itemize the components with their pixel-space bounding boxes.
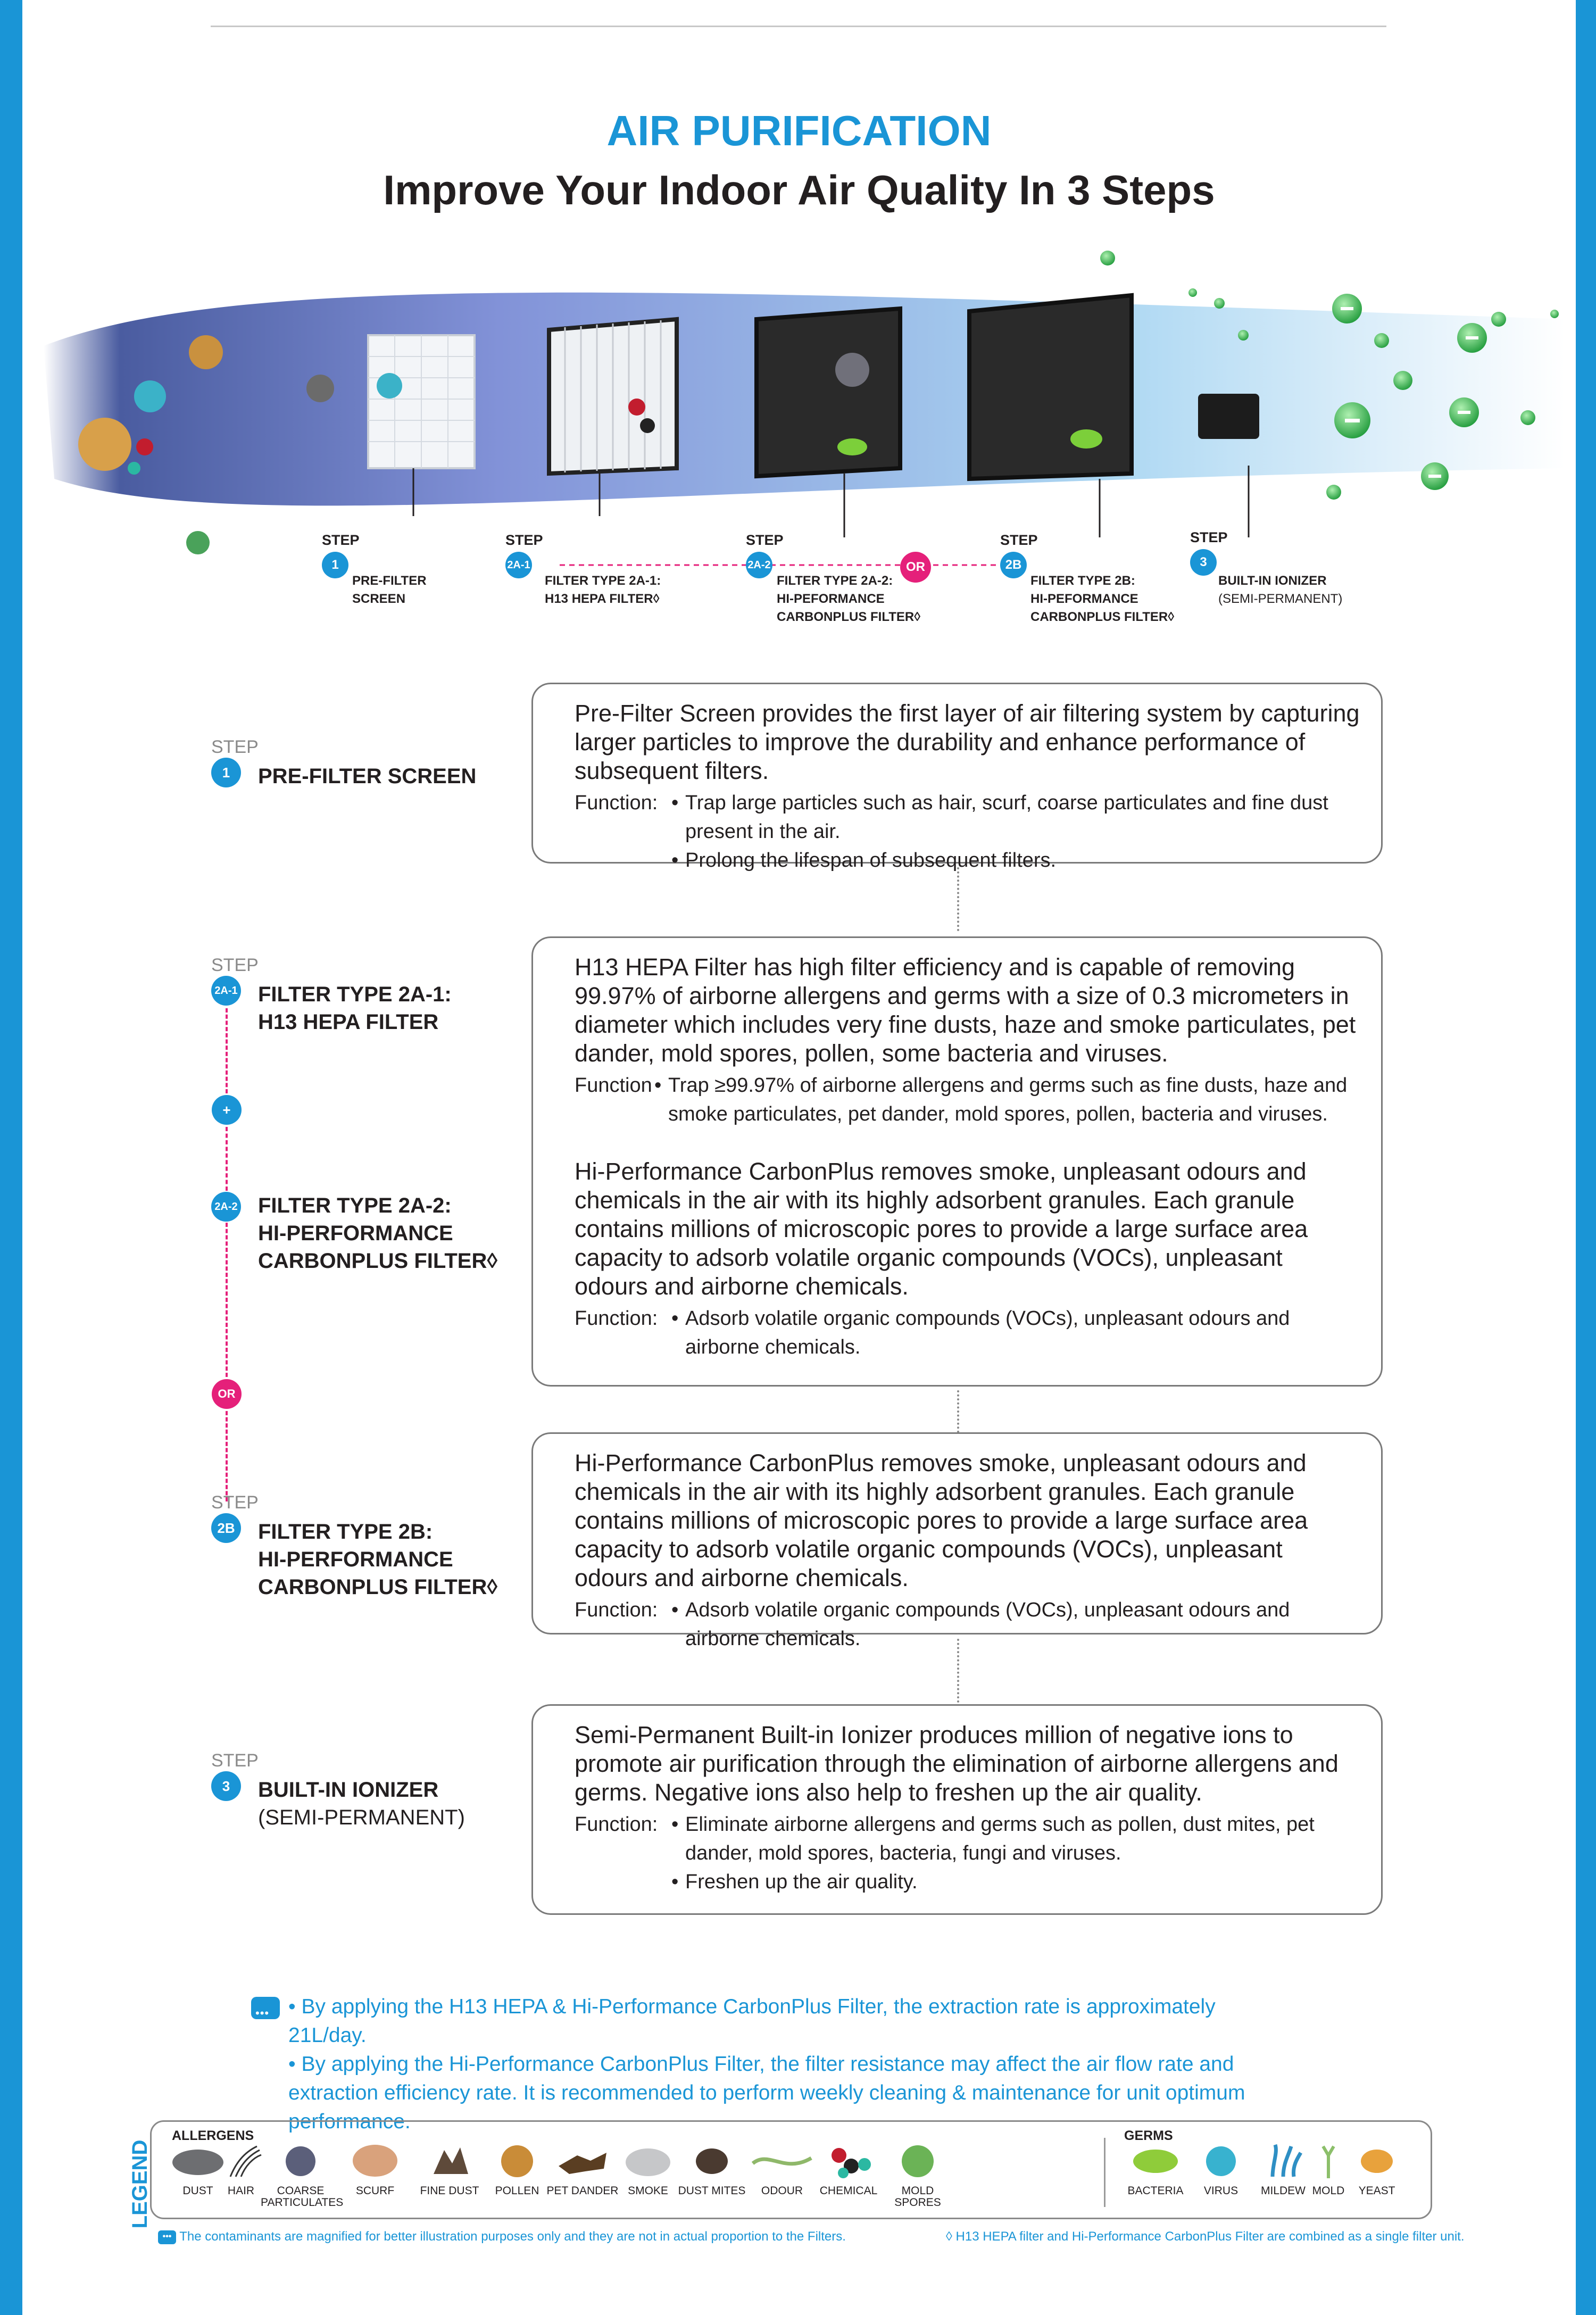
carbon-filter-2b-image [969,295,1132,479]
note-2: • By applying the Hi-Performance CarbonPlus Filter, the filter resistance may affect the air flow rate and extraction efficiency rate. It is recommended to perform weekly cleaning & maintenance for unit optimum performance. [288,2053,1245,2133]
hero-step-2a2-badge: 2A-2 [746,552,772,578]
hero-step-2b [1000,532,1038,578]
step-2b [211,1492,498,1599]
box-2-function-2 [575,1304,1362,1362]
legend-label: COARSE PARTICULATES [261,2185,344,2209]
section-kicker: AIR PURIFICATION [606,107,992,154]
odour-icon [747,2142,817,2179]
page [22,0,1576,2315]
legend-item-mold-spores [878,2142,958,2209]
step-connector [226,1127,228,1191]
hero-step-word: STEP [1190,529,1228,545]
step-1-badge: 1 [211,758,241,787]
legend-item-dust-mites [672,2142,752,2197]
mold-spores-icon [896,2142,939,2179]
legend-label: DUST MITES [678,2185,746,2197]
box-1-function [575,789,1362,875]
function-label: Function: [575,1307,658,1330]
page-title: Improve Your Indoor Air Quality In 3 Steps [383,167,1215,213]
legend-label: SCURF [355,2185,395,2197]
function-label: Function: [575,1813,658,1836]
box-2-text: H13 HEPA Filter has high filter efficiency and is capable of removing 99.97% of airborne allergens and germs with a size of 0.3 micrometers in diameter which includes very fine dusts, haze and smoke particulates, pet dander, mold spores, pollen, some bacteria and viruses. [575,953,1356,1067]
box-2-text-2: Hi-Performance CarbonPlus removes smoke, unpleasant odours and chemicals in the air with its highly adsorbent granules. Each granule contains millions of microscopic pores to provide a large surface area capacity to adsorb volatile organic compounds (VOCs), unpleasant odours and airborne chemicals. [575,1158,1308,1300]
footnote-right: ◊ H13 HEPA filter and Hi-Performance CarbonPlus Filter are combined as a single filter unit. [946,2229,1465,2244]
footnote-left-text: The contaminants are magnified for better illustration purposes only and they are not in actual proportion to the Filters. [179,2229,846,2244]
hero-step-2b-label [1030,572,1174,626]
legend-item-coarse-particulates [261,2142,344,2209]
step-2a2-name [258,1192,497,1275]
function-label: Function: [575,792,658,814]
step-word: STEP [211,1492,259,1513]
step-3-name [258,1776,465,1831]
legend-item-scurf [335,2142,415,2197]
legend-label: CHEMICAL [819,2185,878,2197]
hero-step-2a2 [746,532,784,578]
legend-item-yeast [1348,2142,1406,2197]
description-box-step-3 [531,1704,1383,1915]
step-2a2-name-line3: CARBONPLUS FILTER◊ [258,1249,498,1273]
speech-bubble-icon: ••• [158,2230,176,2244]
hero-step-1-line2: SCREEN [352,592,406,606]
fine-dust-icon [423,2142,476,2179]
step-connector [226,1223,228,1377]
step-2b-badge: 2B [211,1513,241,1543]
header [22,106,1576,214]
step-3-badge: 3 [211,1771,241,1801]
step-2a2-badge: 2A-2 [211,1192,241,1222]
box-3-bullet: • Adsorb volatile organic compounds (VOCs), unpleasant odours and airborne chemicals. [671,1596,1362,1653]
hero-step-2a1 [505,532,543,578]
virus-icon [1197,2142,1245,2179]
step-1 [211,737,477,788]
hero-step-3-line1: BUILT-IN IONIZER [1218,574,1327,588]
box-connector [957,1639,959,1703]
box-2-function [575,1071,1362,1129]
step-1-name: PRE-FILTER SCREEN [258,765,477,788]
legend-label: MILDEW [1261,2185,1306,2197]
hero-step-2a1-badge: 2A-1 [505,552,532,578]
coarse-particulates-icon [279,2142,322,2179]
step-2a1-name-line1: FILTER TYPE 2A-1: [258,983,452,1006]
legend-label: DUST [182,2185,213,2197]
legend-label: FINE DUST [420,2185,479,2197]
hair-icon [220,2142,262,2179]
hero-illustration [22,239,1576,569]
box-2-bullet: • Adsorb volatile organic compounds (VOCs), unpleasant odours and airborne chemicals. [671,1304,1362,1362]
carbon-filter-2a2-image [757,309,900,476]
hero-step-1-label [352,572,427,608]
step-2b-name-line1: FILTER TYPE 2B: [258,1520,433,1544]
step-connector [226,1008,228,1093]
legend-label: POLLEN [495,2185,539,2197]
legend [150,2120,1432,2219]
pollen-icon [496,2142,538,2179]
legend-label: HAIR [227,2185,255,2197]
legend-label: PET DANDER [546,2185,619,2197]
legend-label: ODOUR [761,2185,803,2197]
bacteria-icon [1126,2142,1185,2179]
plus-badge: + [212,1095,242,1125]
step-2a1 [211,955,452,1034]
description-box-step-1 [531,683,1383,872]
box-4-bullet: • Freshen up the air quality. [671,1868,1362,1896]
smoke-icon [619,2142,677,2179]
step-2a2-name-line1: FILTER TYPE 2A-2: [258,1194,452,1217]
hero-step-word: STEP [322,532,360,548]
legend-item-chemical [809,2142,888,2197]
hero-step-2a2-label [777,572,920,626]
box-3-text: Hi-Performance CarbonPlus removes smoke, unpleasant odours and chemicals in the air with its highly adsorbent granules. Each granule contains millions of microscopic pores to provide a large surface area capacity to adsorb volatile organic compounds (VOCs), unpleasant odours and airborne chemicals. [575,1449,1308,1591]
step-2a2 [211,1192,498,1273]
legend-label: SMOKE [628,2185,668,2197]
function-label: Function [575,1074,652,1097]
box-4-function [575,1810,1362,1896]
notes [251,1993,1294,2136]
hero-step-word: STEP [746,532,784,548]
hero-step-2a2-line2: HI-PEFORMANCE [777,592,885,606]
hero-step-2b-line2: HI-PEFORMANCE [1030,592,1138,606]
hero-step-2b-badge: 2B [1000,552,1027,578]
step-2a1-badge: 2A-1 [211,976,241,1006]
top-divider [211,26,1386,27]
legend-label: YEAST [1358,2185,1395,2197]
legend-divider [1104,2138,1105,2207]
hero-step-2b-line1: FILTER TYPE 2B: [1030,574,1135,588]
step-2b-name [258,1518,497,1601]
box-1-text: Pre-Filter Screen provides the first layer of air filtering system by capturing larger particles to improve the durability and enhance performance of subsequent filters. [575,700,1360,784]
hero-or-badge: OR [900,552,931,583]
step-2a1-name [258,981,452,1036]
legend-label: BACTERIA [1127,2185,1184,2197]
step-connector [226,1411,228,1501]
step-2a1-name-line2: H13 HEPA FILTER [258,1010,439,1034]
scurf-icon [348,2142,402,2179]
footnote-left [158,2229,846,2244]
hero-step-2a1-label [545,572,661,608]
hero-step-3-line2: (SEMI-PERMANENT) [1218,592,1343,606]
hero-step-word: STEP [1000,532,1038,548]
box-1-bullet: • Trap large particles such as hair, scurf, coarse particulates and fine dust present in the air. [671,789,1362,846]
legend-label: MOLD SPORES [894,2185,941,2209]
box-connector [957,867,959,931]
ionizer-device-image [1198,394,1259,439]
function-label: Function: [575,1599,658,1621]
hero-step-2a2-line3: CARBONPLUS FILTER◊ [777,610,921,624]
step-word: STEP [211,1750,259,1771]
hero-step-2b-line3: CARBONPLUS FILTER◊ [1030,610,1175,624]
step-2b-name-line3: CARBONPLUS FILTER◊ [258,1575,498,1599]
box-4-bullet: • Eliminate airborne allergens and germs such as pollen, dust mites, pet dander, mold spores, bacteria, fungi and viruses. [671,1810,1362,1868]
or-badge: OR [212,1379,242,1409]
box-1-bullet: • Prolong the lifespan of subsequent filters. [671,846,1362,875]
dust-mite-icon [685,2142,738,2179]
hero-step-3-badge: 3 [1190,549,1217,576]
yeast-icon [1353,2142,1401,2179]
hero-step-1-badge: 1 [322,552,348,578]
box-4-text: Semi-Permanent Built-in Ionizer produces million of negative ions to promote air purification through the elimination of airborne allergens and germs. Negative ions also help to freshen up the air quality. [575,1721,1339,1806]
legend-label: MOLD [1312,2185,1345,2197]
hero-step-1 [322,532,360,578]
chemical-icon [822,2142,875,2179]
step-3-name-line2: (SEMI-PERMANENT) [258,1806,465,1829]
hero-step-1-line1: PRE-FILTER [352,574,427,588]
note-1: • By applying the H13 HEPA & Hi-Performance CarbonPlus Filter, the extraction rate is approximately 21L/day. [288,1995,1216,2047]
step-word: STEP [211,955,259,975]
hero-step-word: STEP [505,532,543,548]
legend-item-hair [214,2142,268,2197]
svg-text:LEGEND: LEGEND [128,2139,152,2229]
legend-label: VIRUS [1203,2185,1238,2197]
pet-dander-icon [553,2142,612,2179]
step-3-name-line1: BUILT-IN IONIZER [258,1778,439,1802]
step-3 [211,1750,465,1829]
hero-step-2a1-line1: FILTER TYPE 2A-1: [545,574,661,588]
legend-germs-heading: GERMS [1124,2128,1173,2143]
box-connector [957,1390,959,1433]
description-box-step-2a [531,936,1383,1387]
airflow-illustration [22,239,1576,569]
description-box-step-2b [531,1432,1383,1650]
speech-bubble-icon [251,1997,280,2019]
hero-step-3 [1190,529,1228,576]
hero-step-3-label [1218,572,1342,608]
step-2b-name-line2: HI-PERFORMANCE [258,1548,453,1571]
legend-allergens-heading: ALLERGENS [172,2128,254,2143]
box-2-bullet: • Trap ≥99.97% of airborne allergens and germs such as fine dusts, haze and smoke particulates, pet dander, mold spores, pollen, bacteria and viruses. [654,1071,1362,1129]
hero-step-2a1-line2: H13 HEPA FILTER◊ [545,592,660,606]
mold-icon [1307,2142,1350,2179]
step-2a2-name-line2: HI-PERFORMANCE [258,1222,453,1245]
box-3-function [575,1596,1362,1653]
step-word: STEP [211,737,259,757]
hero-step-2a2-line1: FILTER TYPE 2A-2: [777,574,893,588]
